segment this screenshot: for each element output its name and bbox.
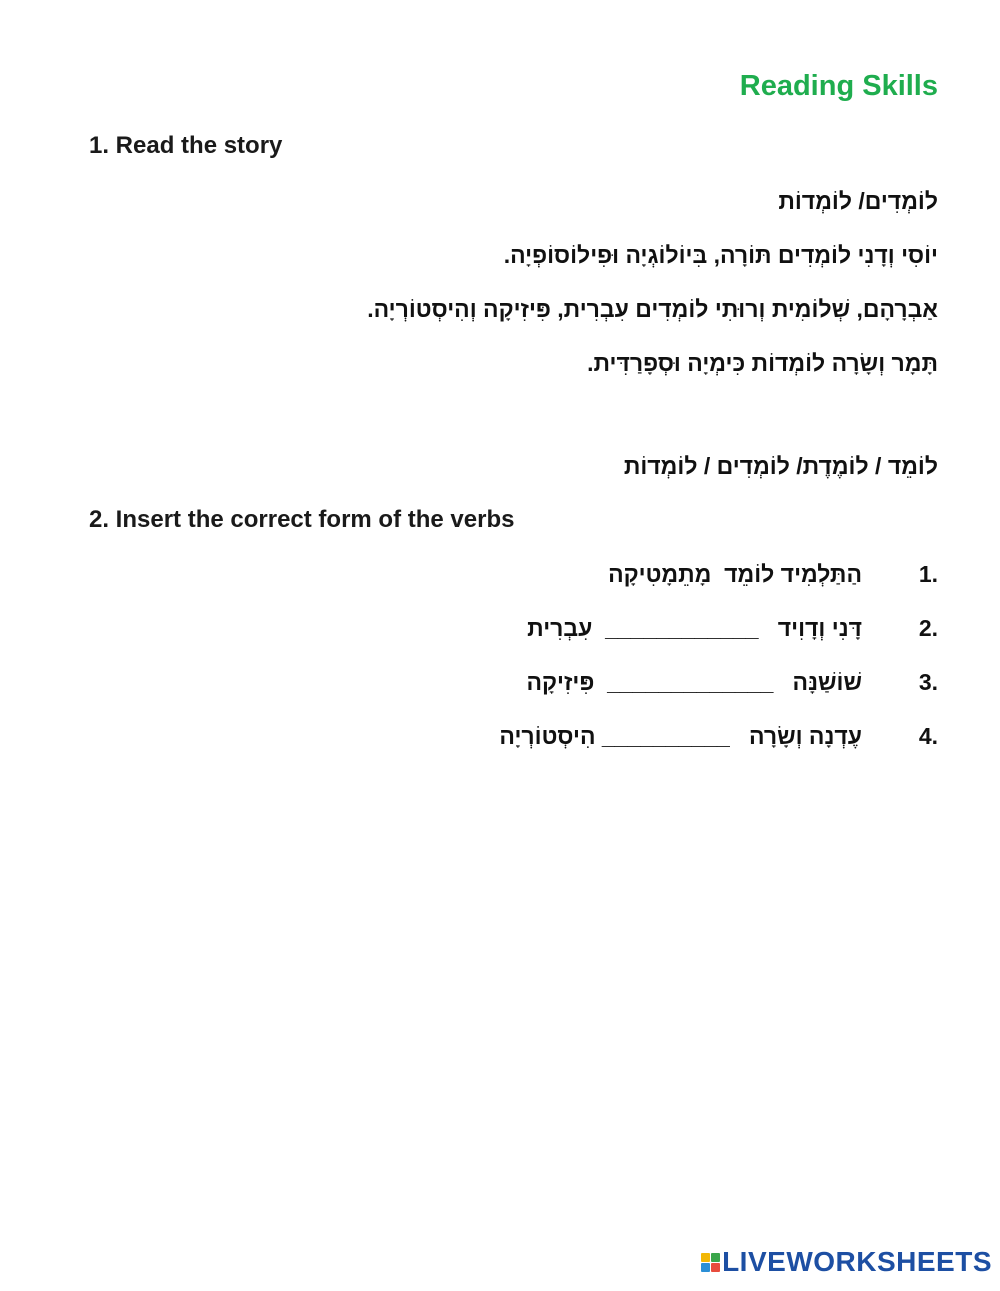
exercise-text: הַתַּלְמִיד לוֹמֵד מָתֵמָטִיקָה [608, 561, 862, 587]
story-line-2: אַבְרָהָם, שְׁלוֹמִית וְרוּתִי לוֹמְדִים עִבְרִית, פִּיזִיקָה וְהִיסְטוֹרְיָה. [367, 296, 938, 322]
exercise-text[interactable]: דָּנִי וְדָוִיד ____________ עִבְרִית [527, 615, 862, 641]
logo-text: LIVEWORKSHEETS [722, 1246, 992, 1277]
exercise-number: 3. [918, 669, 938, 695]
section-1-heading: 1. Read the story [89, 132, 283, 159]
exercise-text[interactable]: עֶדְנָה וְשָׂרָה __________ הִיסְטוֹרְיָה [499, 723, 862, 749]
logo-block [711, 1263, 720, 1272]
story-line-3: תָּמָר וְשָׂרָה לוֹמְדוֹת כִּימְיָה וּסְפָרַדִּית. [587, 350, 938, 376]
logo-block [701, 1253, 710, 1262]
exercise-number: 2. [918, 615, 938, 641]
liveworksheets-logo [701, 1247, 992, 1277]
story-line-1: יוֹסִי וְדָנִי לוֹמְדִים תּוֹרָה, בִּיוֹלוֹגְיָה וּפִילוֹסוֹפְיָה. [503, 242, 938, 268]
exercise-row-1 [608, 561, 938, 588]
page-title: Reading Skills [739, 70, 938, 102]
logo-blocks-icon [701, 1253, 720, 1272]
exercise-text[interactable]: שׁוֹשַׁנָּה _____________ פִּיזִיקָה [526, 669, 862, 695]
logo-block [701, 1263, 710, 1272]
exercise-number: 1. [918, 561, 938, 587]
logo-block [711, 1253, 720, 1262]
section-2-heading: 2. Insert the correct form of the verbs [89, 506, 515, 533]
word-bank: לוֹמֵד / לוֹמֶדֶת/ לוֹמְדִים / לוֹמְדוֹת [623, 453, 938, 479]
exercise-number: 4. [918, 723, 938, 749]
story-title: לוֹמְדִים/ לוֹמְדוֹת [778, 188, 938, 214]
exercise-row-2 [527, 615, 938, 642]
exercise-row-3 [526, 669, 938, 696]
exercise-row-4 [499, 723, 938, 750]
